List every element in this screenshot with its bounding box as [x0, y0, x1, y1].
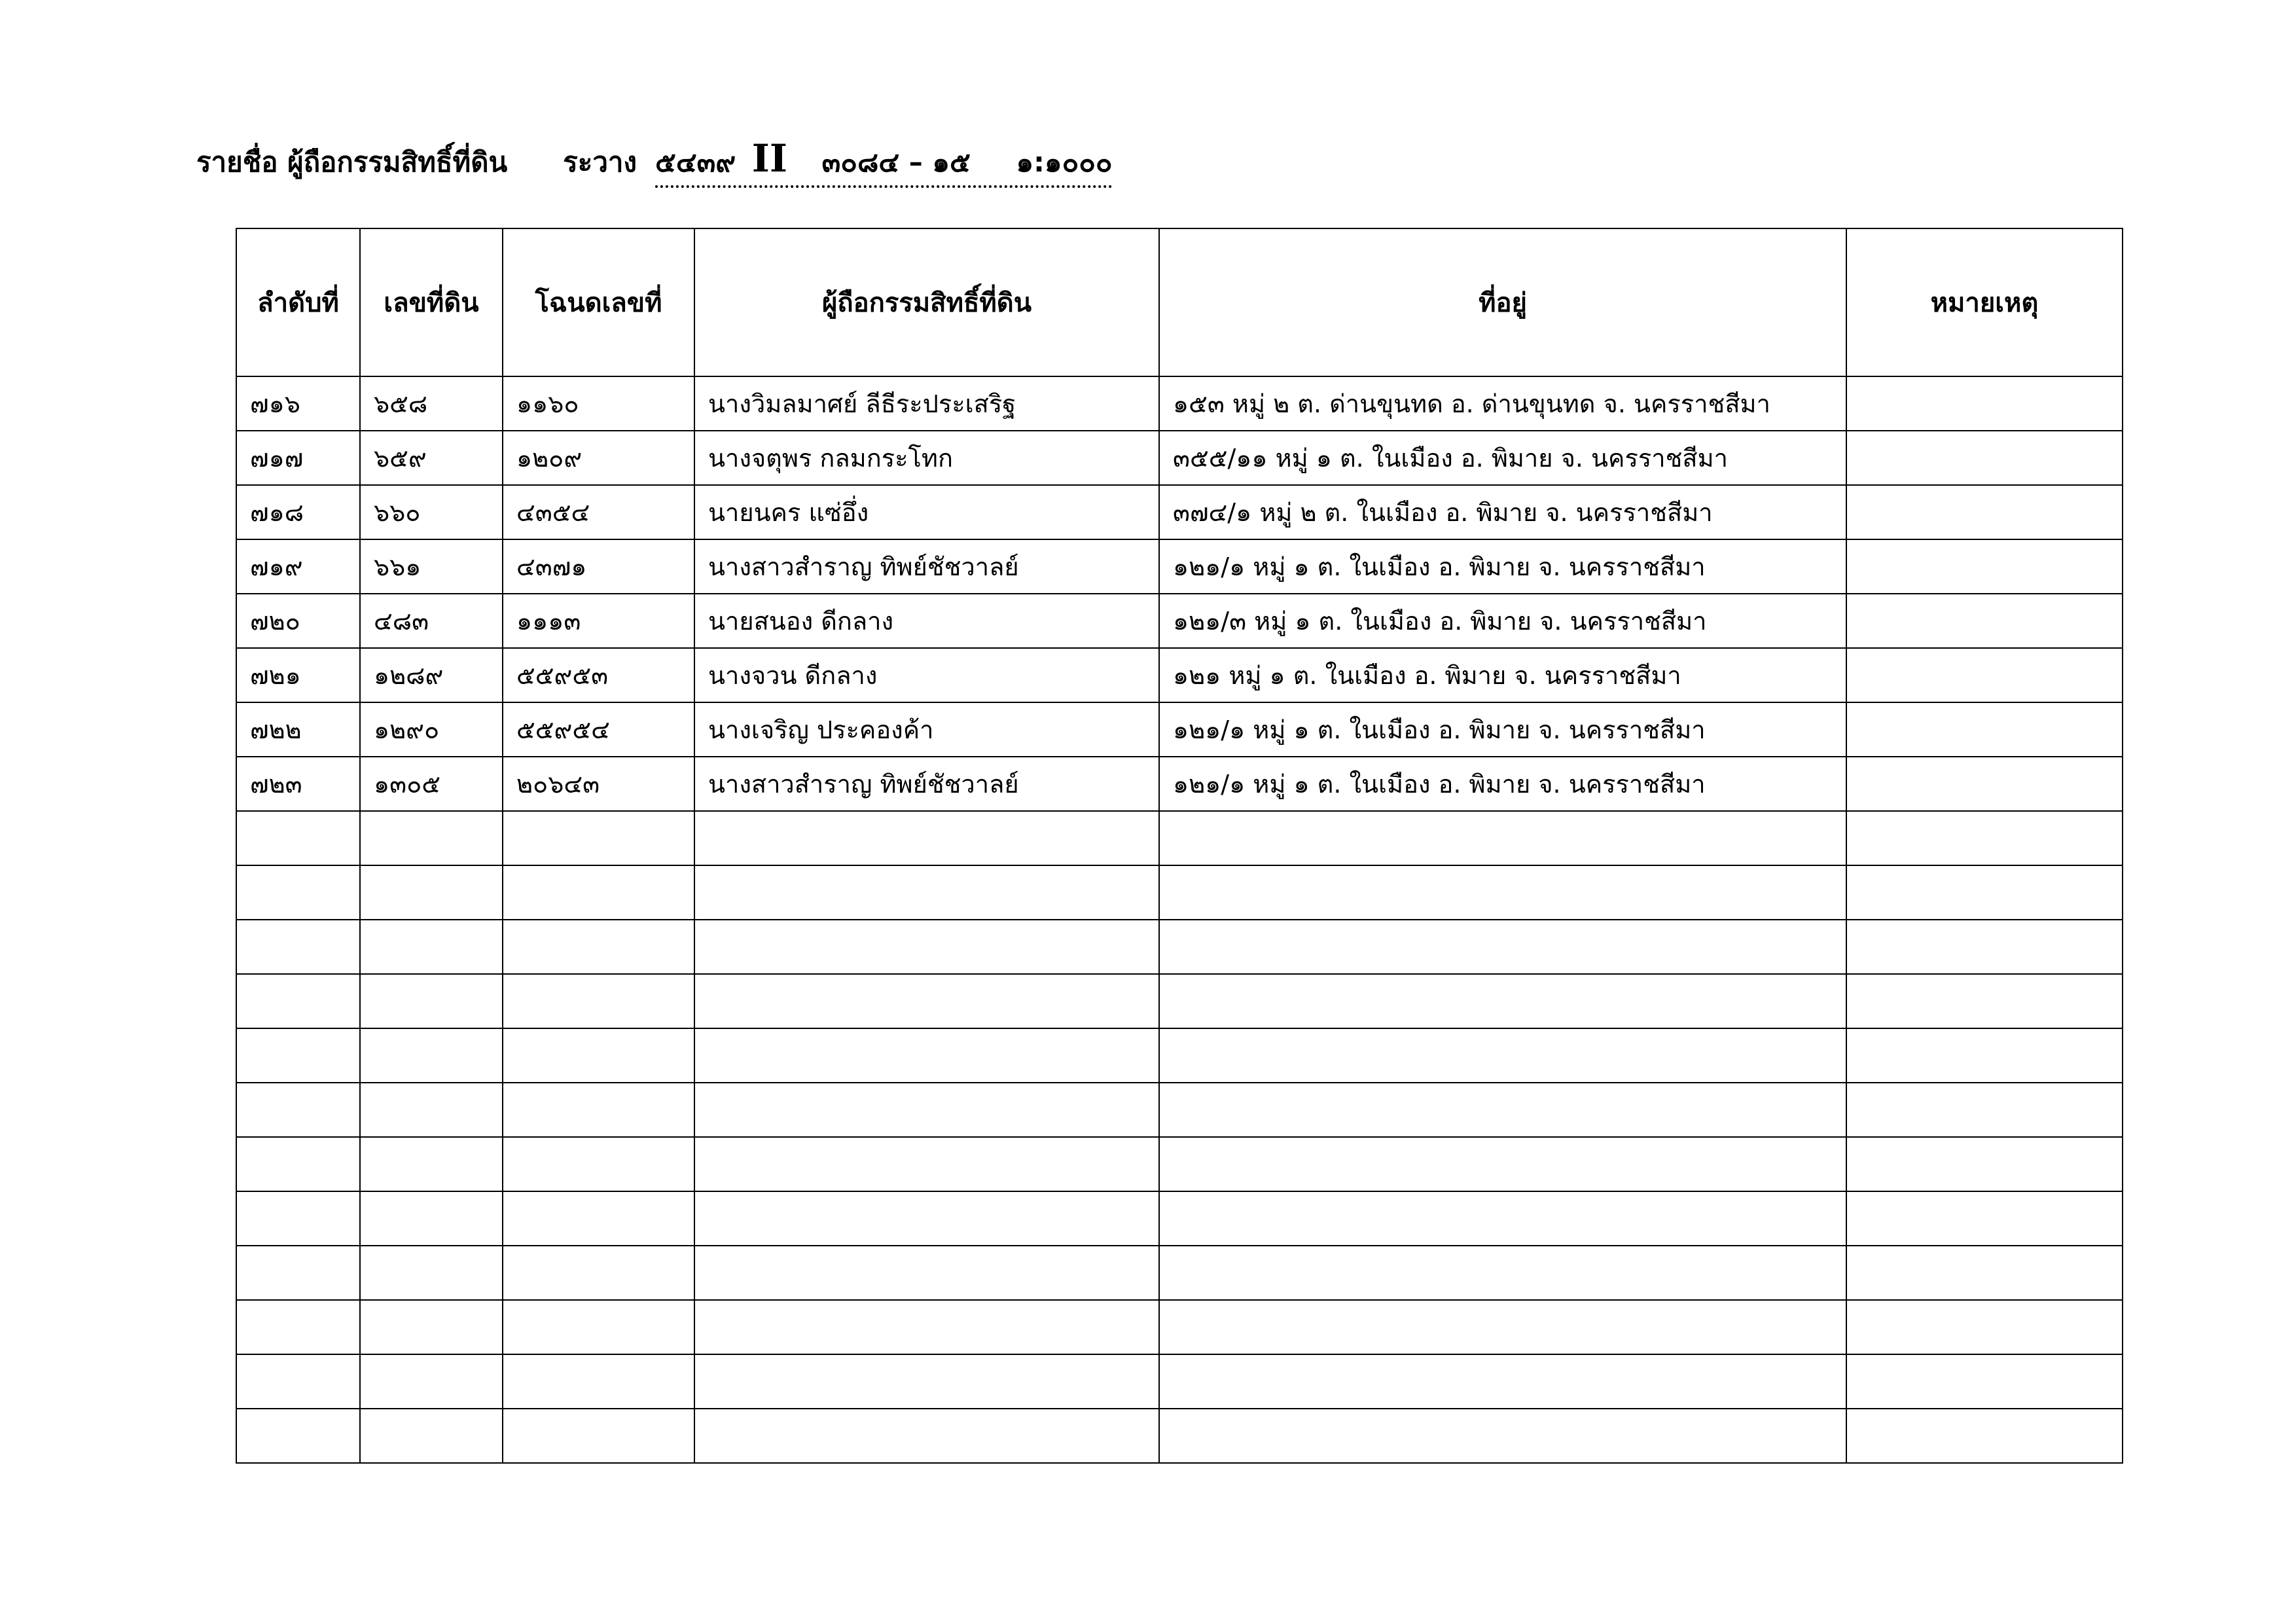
- cell-owner: นางสาวสำราญ ทิพย์ชัชวาลย์: [694, 539, 1159, 594]
- column-header-deed-number: โฉนดเลขที่: [503, 228, 694, 376]
- cell-deed-number: [503, 920, 694, 974]
- table-row: [236, 431, 2123, 485]
- column-header-address: ที่อยู่: [1159, 228, 1846, 376]
- cell-remarks: [1846, 648, 2123, 702]
- cell-address: [1159, 974, 1846, 1028]
- cell-deed-number: [503, 1191, 694, 1246]
- table-row: [236, 865, 2123, 920]
- cell-remarks: [1846, 920, 2123, 974]
- table-row: [236, 974, 2123, 1028]
- cell-remarks: [1846, 1300, 2123, 1354]
- cell-order: [236, 1300, 360, 1354]
- cell-deed-number: ๕๕๙๕๓: [503, 648, 694, 702]
- cell-land-number: [360, 1083, 503, 1137]
- cell-owner: [694, 1191, 1159, 1246]
- cell-owner: นางจวน ดีกลาง: [694, 648, 1159, 702]
- table-row: [236, 1083, 2123, 1137]
- cell-remarks: [1846, 1354, 2123, 1409]
- cell-land-number: ๑๓๐๕: [360, 757, 503, 811]
- column-header-land-number: เลขที่ดิน: [360, 228, 503, 376]
- cell-deed-number: ๑๑๑๓: [503, 594, 694, 648]
- table-row: [236, 1409, 2123, 1463]
- cell-address: ๓๕๕/๑๑ หมู่ ๑ ต. ในเมือง อ. พิมาย จ. นครราชสีมา: [1159, 431, 1846, 485]
- title-text: รายชื่อ ผู้ถือกรรมสิทธิ์ที่ดิน: [196, 146, 508, 178]
- document-title: [196, 136, 1112, 182]
- cell-owner: [694, 1137, 1159, 1191]
- cell-remarks: [1846, 1246, 2123, 1300]
- table-row: [236, 1191, 2123, 1246]
- cell-land-number: [360, 1028, 503, 1083]
- cell-order: ๗๒๓: [236, 757, 360, 811]
- cell-remarks: [1846, 1191, 2123, 1246]
- cell-address: ๑๒๑ หมู่ ๑ ต. ในเมือง อ. พิมาย จ. นครราชสีมา: [1159, 648, 1846, 702]
- cell-deed-number: [503, 865, 694, 920]
- table-row: [236, 1300, 2123, 1354]
- cell-remarks: [1846, 811, 2123, 865]
- cell-order: [236, 1246, 360, 1300]
- cell-address: [1159, 1409, 1846, 1463]
- cell-order: [236, 811, 360, 865]
- cell-remarks: [1846, 594, 2123, 648]
- cell-owner: [694, 811, 1159, 865]
- cell-order: ๗๑๖: [236, 376, 360, 431]
- cell-order: [236, 865, 360, 920]
- cell-owner: [694, 1409, 1159, 1463]
- cell-remarks: [1846, 865, 2123, 920]
- cell-remarks: [1846, 539, 2123, 594]
- cell-land-number: [360, 1354, 503, 1409]
- cell-remarks: [1846, 974, 2123, 1028]
- cell-land-number: ๔๘๓: [360, 594, 503, 648]
- cell-deed-number: [503, 811, 694, 865]
- cell-address: [1159, 1028, 1846, 1083]
- cell-remarks: [1846, 1028, 2123, 1083]
- cell-land-number: ๖๕๘: [360, 376, 503, 431]
- cell-land-number: ๖๖๑: [360, 539, 503, 594]
- cell-address: [1159, 920, 1846, 974]
- cell-deed-number: ๑๑๖๐: [503, 376, 694, 431]
- table-row: [236, 811, 2123, 865]
- cell-remarks: [1846, 1137, 2123, 1191]
- cell-owner: นายสนอง ดีกลาง: [694, 594, 1159, 648]
- cell-land-number: [360, 865, 503, 920]
- cell-order: ๗๑๗: [236, 431, 360, 485]
- cell-deed-number: ๕๕๙๕๔: [503, 702, 694, 757]
- cell-deed-number: [503, 1300, 694, 1354]
- cell-deed-number: [503, 974, 694, 1028]
- cell-address: [1159, 1191, 1846, 1246]
- cell-order: [236, 974, 360, 1028]
- table-row: [236, 594, 2123, 648]
- cell-owner: นายนคร แซ่อึ่ง: [694, 485, 1159, 539]
- cell-address: [1159, 1354, 1846, 1409]
- map-scale: ๑:๑๐๐๐: [1016, 146, 1113, 178]
- sheet-code: ๓๐๘๔ – ๑๕: [821, 146, 971, 178]
- cell-remarks: [1846, 702, 2123, 757]
- cell-land-number: [360, 1409, 503, 1463]
- cell-address: [1159, 1300, 1846, 1354]
- table-row: [236, 920, 2123, 974]
- column-header-owner: ผู้ถือกรรมสิทธิ์ที่ดิน: [694, 228, 1159, 376]
- cell-order: ๗๒๒: [236, 702, 360, 757]
- cell-deed-number: [503, 1246, 694, 1300]
- cell-remarks: [1846, 485, 2123, 539]
- cell-address: ๓๗๔/๑ หมู่ ๒ ต. ในเมือง อ. พิมาย จ. นครราชสีมา: [1159, 485, 1846, 539]
- header-row: [236, 228, 2123, 376]
- cell-deed-number: [503, 1137, 694, 1191]
- cell-order: [236, 1354, 360, 1409]
- cell-order: [236, 1083, 360, 1137]
- column-header-remarks: หมายเหตุ: [1846, 228, 2123, 376]
- cell-land-number: [360, 1300, 503, 1354]
- cell-owner: [694, 974, 1159, 1028]
- cell-owner: [694, 920, 1159, 974]
- sheet-label: ระวาง: [563, 146, 637, 178]
- cell-land-number: [360, 920, 503, 974]
- table-row: [236, 539, 2123, 594]
- cell-land-number: [360, 974, 503, 1028]
- cell-address: [1159, 865, 1846, 920]
- sheet-reference: [655, 136, 1112, 188]
- table-row: [236, 702, 2123, 757]
- cell-land-number: [360, 811, 503, 865]
- cell-deed-number: ๑๒๐๙: [503, 431, 694, 485]
- cell-order: [236, 920, 360, 974]
- cell-land-number: ๖๖๐: [360, 485, 503, 539]
- cell-owner: [694, 1246, 1159, 1300]
- cell-land-number: [360, 1246, 503, 1300]
- cell-order: ๗๑๘: [236, 485, 360, 539]
- table-row: [236, 1137, 2123, 1191]
- landowner-table: [236, 228, 2123, 1464]
- cell-deed-number: [503, 1083, 694, 1137]
- cell-address: ๑๒๑/๑ หมู่ ๑ ต. ในเมือง อ. พิมาย จ. นครราชสีมา: [1159, 702, 1846, 757]
- cell-owner: [694, 865, 1159, 920]
- cell-address: ๑๒๑/๓ หมู่ ๑ ต. ในเมือง อ. พิมาย จ. นครราชสีมา: [1159, 594, 1846, 648]
- cell-address: ๑๒๑/๑ หมู่ ๑ ต. ในเมือง อ. พิมาย จ. นครราชสีมา: [1159, 539, 1846, 594]
- cell-deed-number: [503, 1354, 694, 1409]
- table-row: [236, 648, 2123, 702]
- cell-address: [1159, 811, 1846, 865]
- cell-land-number: [360, 1191, 503, 1246]
- cell-order: [236, 1028, 360, 1083]
- cell-land-number: [360, 1137, 503, 1191]
- table-row: [236, 485, 2123, 539]
- cell-order: [236, 1191, 360, 1246]
- cell-owner: [694, 1354, 1159, 1409]
- cell-address: [1159, 1137, 1846, 1191]
- cell-land-number: ๖๕๙: [360, 431, 503, 485]
- table-row: [236, 1028, 2123, 1083]
- cell-land-number: ๑๒๙๐: [360, 702, 503, 757]
- cell-owner: [694, 1028, 1159, 1083]
- cell-owner: นางสาวสำราญ ทิพย์ชัชวาลย์: [694, 757, 1159, 811]
- cell-deed-number: [503, 1028, 694, 1083]
- cell-order: [236, 1409, 360, 1463]
- cell-remarks: [1846, 431, 2123, 485]
- cell-order: ๗๒๑: [236, 648, 360, 702]
- cell-land-number: ๑๒๘๙: [360, 648, 503, 702]
- table-row: [236, 757, 2123, 811]
- cell-owner: นางเจริญ ประคองค้า: [694, 702, 1159, 757]
- cell-address: ๑๕๓ หมู่ ๒ ต. ด่านขุนทด อ. ด่านขุนทด จ. นครราชสีมา: [1159, 376, 1846, 431]
- table-body: [236, 376, 2123, 1463]
- table-row: [236, 1354, 2123, 1409]
- table-row: [236, 1246, 2123, 1300]
- cell-remarks: [1846, 376, 2123, 431]
- cell-address: ๑๒๑/๑ หมู่ ๑ ต. ในเมือง อ. พิมาย จ. นครราชสีมา: [1159, 757, 1846, 811]
- cell-deed-number: ๔๓๕๔: [503, 485, 694, 539]
- cell-owner: นางจตุพร กลมกระโทก: [694, 431, 1159, 485]
- cell-owner: นางวิมลมาศย์ ลีธีระประเสริฐ: [694, 376, 1159, 431]
- cell-remarks: [1846, 1409, 2123, 1463]
- table-row: [236, 376, 2123, 431]
- cell-order: ๗๑๙: [236, 539, 360, 594]
- cell-address: [1159, 1083, 1846, 1137]
- cell-deed-number: ๔๓๗๑: [503, 539, 694, 594]
- cell-order: ๗๒๐: [236, 594, 360, 648]
- cell-remarks: [1846, 1083, 2123, 1137]
- cell-address: [1159, 1246, 1846, 1300]
- cell-order: [236, 1137, 360, 1191]
- cell-remarks: [1846, 757, 2123, 811]
- sheet-number: ๕๔๓๙: [655, 146, 736, 178]
- cell-deed-number: [503, 1409, 694, 1463]
- cell-owner: [694, 1083, 1159, 1137]
- cell-deed-number: ๒๐๖๔๓: [503, 757, 694, 811]
- table-header: [236, 228, 2123, 376]
- cell-owner: [694, 1300, 1159, 1354]
- column-header-order: ลำดับที่: [236, 228, 360, 376]
- sheet-roman: II: [751, 136, 787, 181]
